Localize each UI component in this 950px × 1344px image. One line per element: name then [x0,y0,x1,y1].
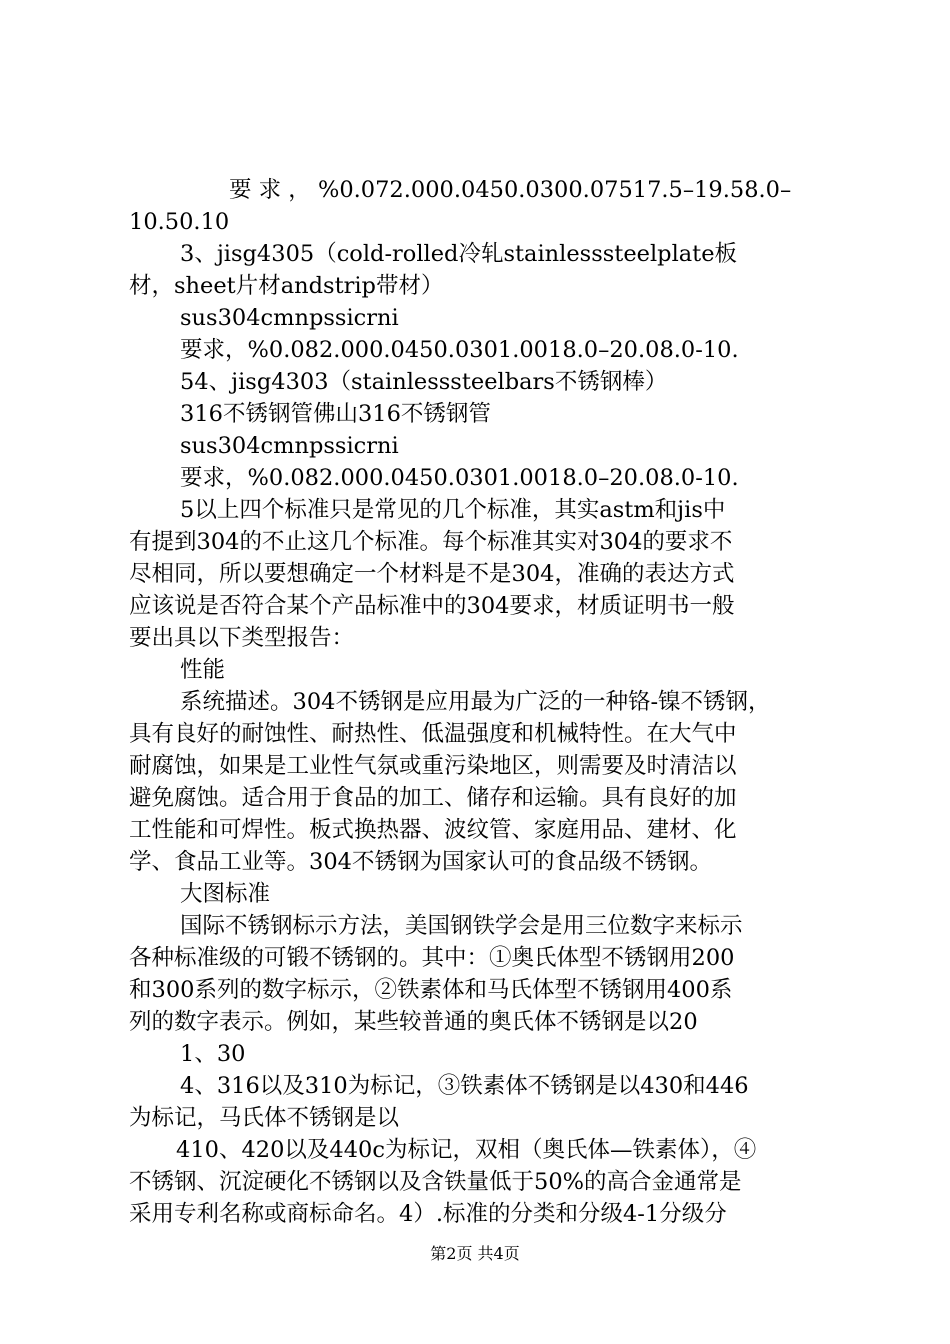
text-line: 应该说是否符合某个产品标准中的304要求，材质证明书一般 [129,593,735,619]
text-line: 工性能和可焊性。板式换热器、波纹管、家庭用品、建材、化 [129,817,737,843]
text-line: 316不锈钢管佛山316不锈钢管 [180,401,491,427]
text-line: 要求，%0.082.000.0450.0301.0018.0–20.08.0-10. [180,465,739,491]
text-line: 410、420以及440c为标记，双相（奥氏体—铁素体），④ [176,1137,757,1163]
text-line: 和300系列的数字标示，②铁素体和马氏体型不锈钢用400系 [129,977,733,1003]
text-line: 采用专利名称或商标命名。4）.标准的分类和分级4-1分级分 [129,1201,727,1227]
text-line: 各种标准级的可锻不锈钢的。其中：①奥氏体型不锈钢用200 [129,945,735,971]
text-line: 3、jisg4305（cold-rolled冷轧stainlesssteelplate板 [180,241,738,267]
text-line: 耐腐蚀，如果是工业性气氛或重污染地区，则需要及时清洁以 [129,753,737,779]
section-heading: 大图标准 [180,881,271,907]
text-line: 材，sheet片材andstrip带材） [129,273,444,299]
text-line: 5以上四个标准只是常见的几个标准，其实astm和jis中 [180,497,726,523]
text-line: 列的数字表示。例如，某些较普通的奥氏体不锈钢是以20 [129,1009,698,1035]
text-line: 系统描述。304不锈钢是应用最为广泛的一种铬-镍不锈钢， [180,689,771,715]
text-line: 具有良好的耐蚀性、耐热性、低温强度和机械特性。在大气中 [129,721,737,747]
text-line: 54、jisg4303（stainlesssteelbars不锈钢棒） [180,369,668,395]
text-line: 要 求 ， %0.072.000.0450.0300.07517.5–19.58.0– [229,177,792,203]
text-line: sus304cmnpssicrni [180,433,399,459]
text-line: 有提到304的不止这几个标准。每个标准其实对304的要求不 [129,529,733,555]
section-heading: 性能 [180,657,226,683]
text-line: 避免腐蚀。适合用于食品的加工、储存和运输。具有良好的加 [129,785,737,811]
text-line: 不锈钢、沉淀硬化不锈钢以及含铁量低于50%的高合金通常是 [129,1169,742,1195]
text-line: 1、30 [180,1041,246,1067]
page-number-footer: 第2页 共4页 [430,1244,520,1263]
text-line: 尽相同，所以要想确定一个材料是不是304，准确的表达方式 [129,561,735,587]
text-line: 要出具以下类型报告： [129,625,355,651]
text-line: 国际不锈钢标示方法，美国钢铁学会是用三位数字来标示 [180,913,743,939]
text-line: 学、食品工业等。304不锈钢为国家认可的食品级不锈钢。 [129,849,712,875]
text-line: 4、316以及310为标记，③铁素体不锈钢是以430和446 [180,1073,749,1099]
document-body [129,174,835,1230]
text-line: sus304cmnpssicrni [180,305,399,331]
text-line: 为标记，马氏体不锈钢是以 [129,1105,400,1131]
text-line: 要求，%0.082.000.0450.0301.0018.0–20.08.0-10. [180,337,739,363]
text-line: 10.50.10 [129,209,230,235]
